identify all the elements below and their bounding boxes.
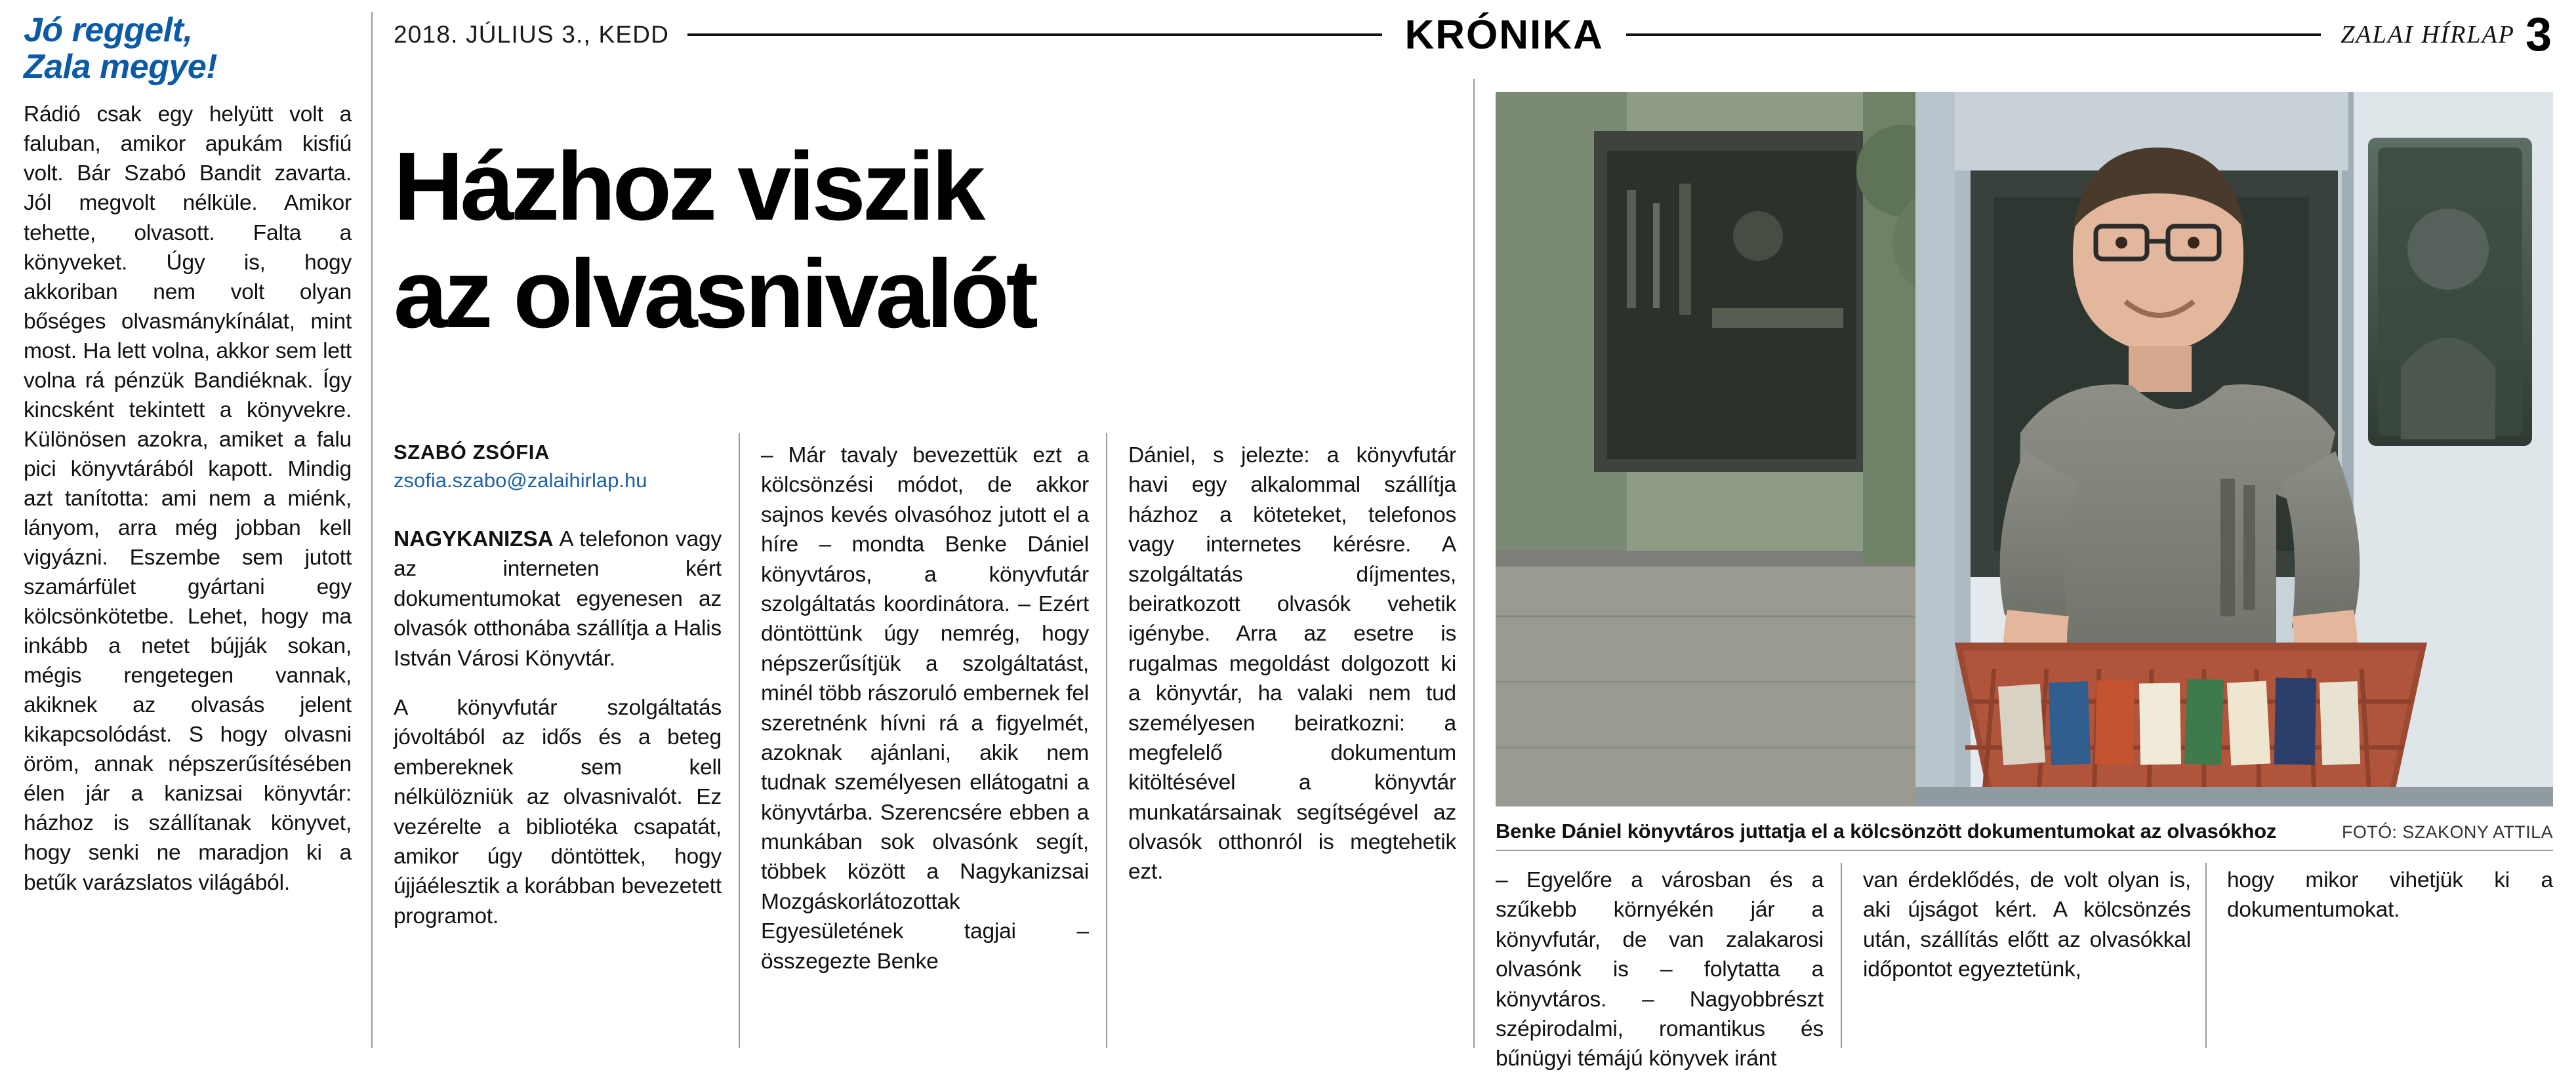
article-col3-paragraph: Dániel, s jelezte: a könyvfutár havi egy alkalommal szállítja házhoz a köteteket, telefonos vagy internetes kérésre. A szolgáltatás díjmentes, beiratkozott olvasók vehetik igénybe. Arra az esetre is rugalmas megoldást dolgozott ki a könyvtár, ha valaki nem tud személyesen beiratkozni: a megfelelő dokumentum kitöltésével a könyvtár munkatársainak segítségével az olvasók otthonról is megtehetik ezt. xyxy=(1128,443,1456,885)
article-column-5 xyxy=(1863,865,2191,985)
issue-date: 2018. JÚLIUS 3., KEDD xyxy=(394,21,670,48)
column-divider-4 xyxy=(1473,79,1475,1048)
headline-line-2: az olvasnivalót xyxy=(394,240,1035,349)
lead-rest: A telefonon vagy az interneten kért dokumentumokat egyenesen az olvasók otthonába szállítja a Halis István Városi Könyvtár. xyxy=(394,527,722,671)
sidebar-kicker xyxy=(24,12,352,85)
article-column-1 xyxy=(394,525,722,931)
article-bottom1-paragraph: – Egyelőre a városban és a szűkebb környékén jár a könyvfutár, de van zalakarosi olvasónk is – folytatta a könyvtáros. – Nagyobbrészt szépirodalmi, romantikus és bűnügyi témájú könyvek iránt xyxy=(1496,868,1824,1071)
photo-credit: FOTÓ: SZAKONY ATTILA xyxy=(2341,822,2553,842)
article-lead-paragraph xyxy=(394,525,722,673)
dateline: NAGYKANIZSA xyxy=(394,527,554,551)
article-column-3 xyxy=(1128,441,1456,887)
photo-caption-text: Benke Dániel könyvtáros juttatja el a kölcsönzött dokumentumokat az olvasókhoz xyxy=(1496,820,2277,843)
masthead xyxy=(394,10,2552,59)
column-divider-5 xyxy=(1841,863,1842,1048)
sidebar-column xyxy=(24,12,352,1048)
byline-author: SZABÓ ZSÓFIA xyxy=(394,441,550,464)
article-column-4 xyxy=(1496,865,1824,1074)
sidebar-kicker-line1: Jó reggelt, xyxy=(24,11,193,49)
masthead-rule-right xyxy=(1626,33,2321,36)
section-title: KRÓNIKA xyxy=(1404,12,1604,58)
masthead-rule-left xyxy=(687,33,1382,36)
byline-email[interactable]: zsofia.szabo@zalaihirlap.hu xyxy=(394,469,647,492)
article-col1-paragraph: A könyvfutár szolgáltatás jóvoltából az idős és a beteg embereknek sem kell nélkülözniük az olvasnivalót. Ez vezérelte a bibliotéka csapatát, amikor úgy döntöttek, hogy újjáélesztik a korábban bevezetett programot. xyxy=(394,695,722,928)
paper-name: ZALAI HÍRLAP xyxy=(2341,21,2515,49)
photo-caption xyxy=(1496,820,2553,843)
column-divider-3 xyxy=(1106,433,1107,1048)
column-divider-1 xyxy=(371,12,373,1048)
article-bottom3-paragraph: hogy mikor vihetjük ki a dokumentumokat. xyxy=(2227,868,2553,923)
article-photo xyxy=(1496,92,2553,806)
photo-illustration xyxy=(1496,92,2553,806)
article-column-6 xyxy=(2227,865,2553,925)
article-bottom2-paragraph: van érdeklődés, de volt olyan is, aki újságot kért. A kölcsönzés után, szállítás előtt az olvasókkal időpontot egyeztetünk, xyxy=(1863,868,2191,982)
sidebar-body-text: Rádió csak egy helyütt volt a faluban, amikor apukám kisfiú volt. Bár Szabó Bandit zavarta. Jól megvolt nélküle. Amikor tehette, olvasott. Falta a könyveket. Úgy is, hogy akkoriban nem volt olyan bőséges olvasmánykínálat, mint most. Ha lett volna, akkor sem lett volna rá pénzük Bandiéknak. Így kincsként tekintett a könyvekre. Különösen azokra, amiket a falu pici könyvtárából kapott. Mindig azt tanította: ami nem a miénk, lányom, arra még jobban kell vigyázni. Eszembe sem jutott szamárfület gyártani egy kölcsönkötetbe. Lehet, hogy ma inkább a netet bújják sokan, mégis rengetegen vannak, akiknek az olvasás jelent kikapcsolódást. S hogy olvasni öröm, annak népszerűsítésében élen jár a kanizsai könyvtár: házhoz is szállítanak könyvet, hogy senki ne maradjon ki a betűk varázslatos világából. xyxy=(24,102,352,895)
article-headline xyxy=(394,132,1397,349)
headline-line-1: Házhoz viszik xyxy=(394,132,983,241)
sidebar-kicker-line2: Zala megye! xyxy=(24,48,218,87)
page-number: 3 xyxy=(2525,9,2552,61)
byline xyxy=(394,441,722,492)
caption-rule xyxy=(1496,850,2553,851)
article-column-2 xyxy=(761,441,1089,976)
column-divider-2 xyxy=(739,433,740,1048)
column-divider-6 xyxy=(2205,863,2207,1048)
article-col2-paragraph: – Már tavaly bevezettük ezt a kölcsönzési módot, de akkor sajnos kevés olvasóhoz jutott el a híre – mondta Benke Dániel könyvtáros, a könyvfutár szolgáltatás koordinátora. – Ezért döntöttünk úgy nemrég, hogy népszerűsítjük a szolgáltatást, minél több rászoruló embernek fel szeretnénk hívni rá a figyelmét, azoknak ajánlani, akik nem tudnak személyesen ellátogatni a könyvtárba. Szerencsére ebben a munkában sok olvasónk segít, többek között a Nagykanizsai Mozgáskorlátozottak Egyesületének tagjai – összegezte Benke xyxy=(761,443,1089,974)
